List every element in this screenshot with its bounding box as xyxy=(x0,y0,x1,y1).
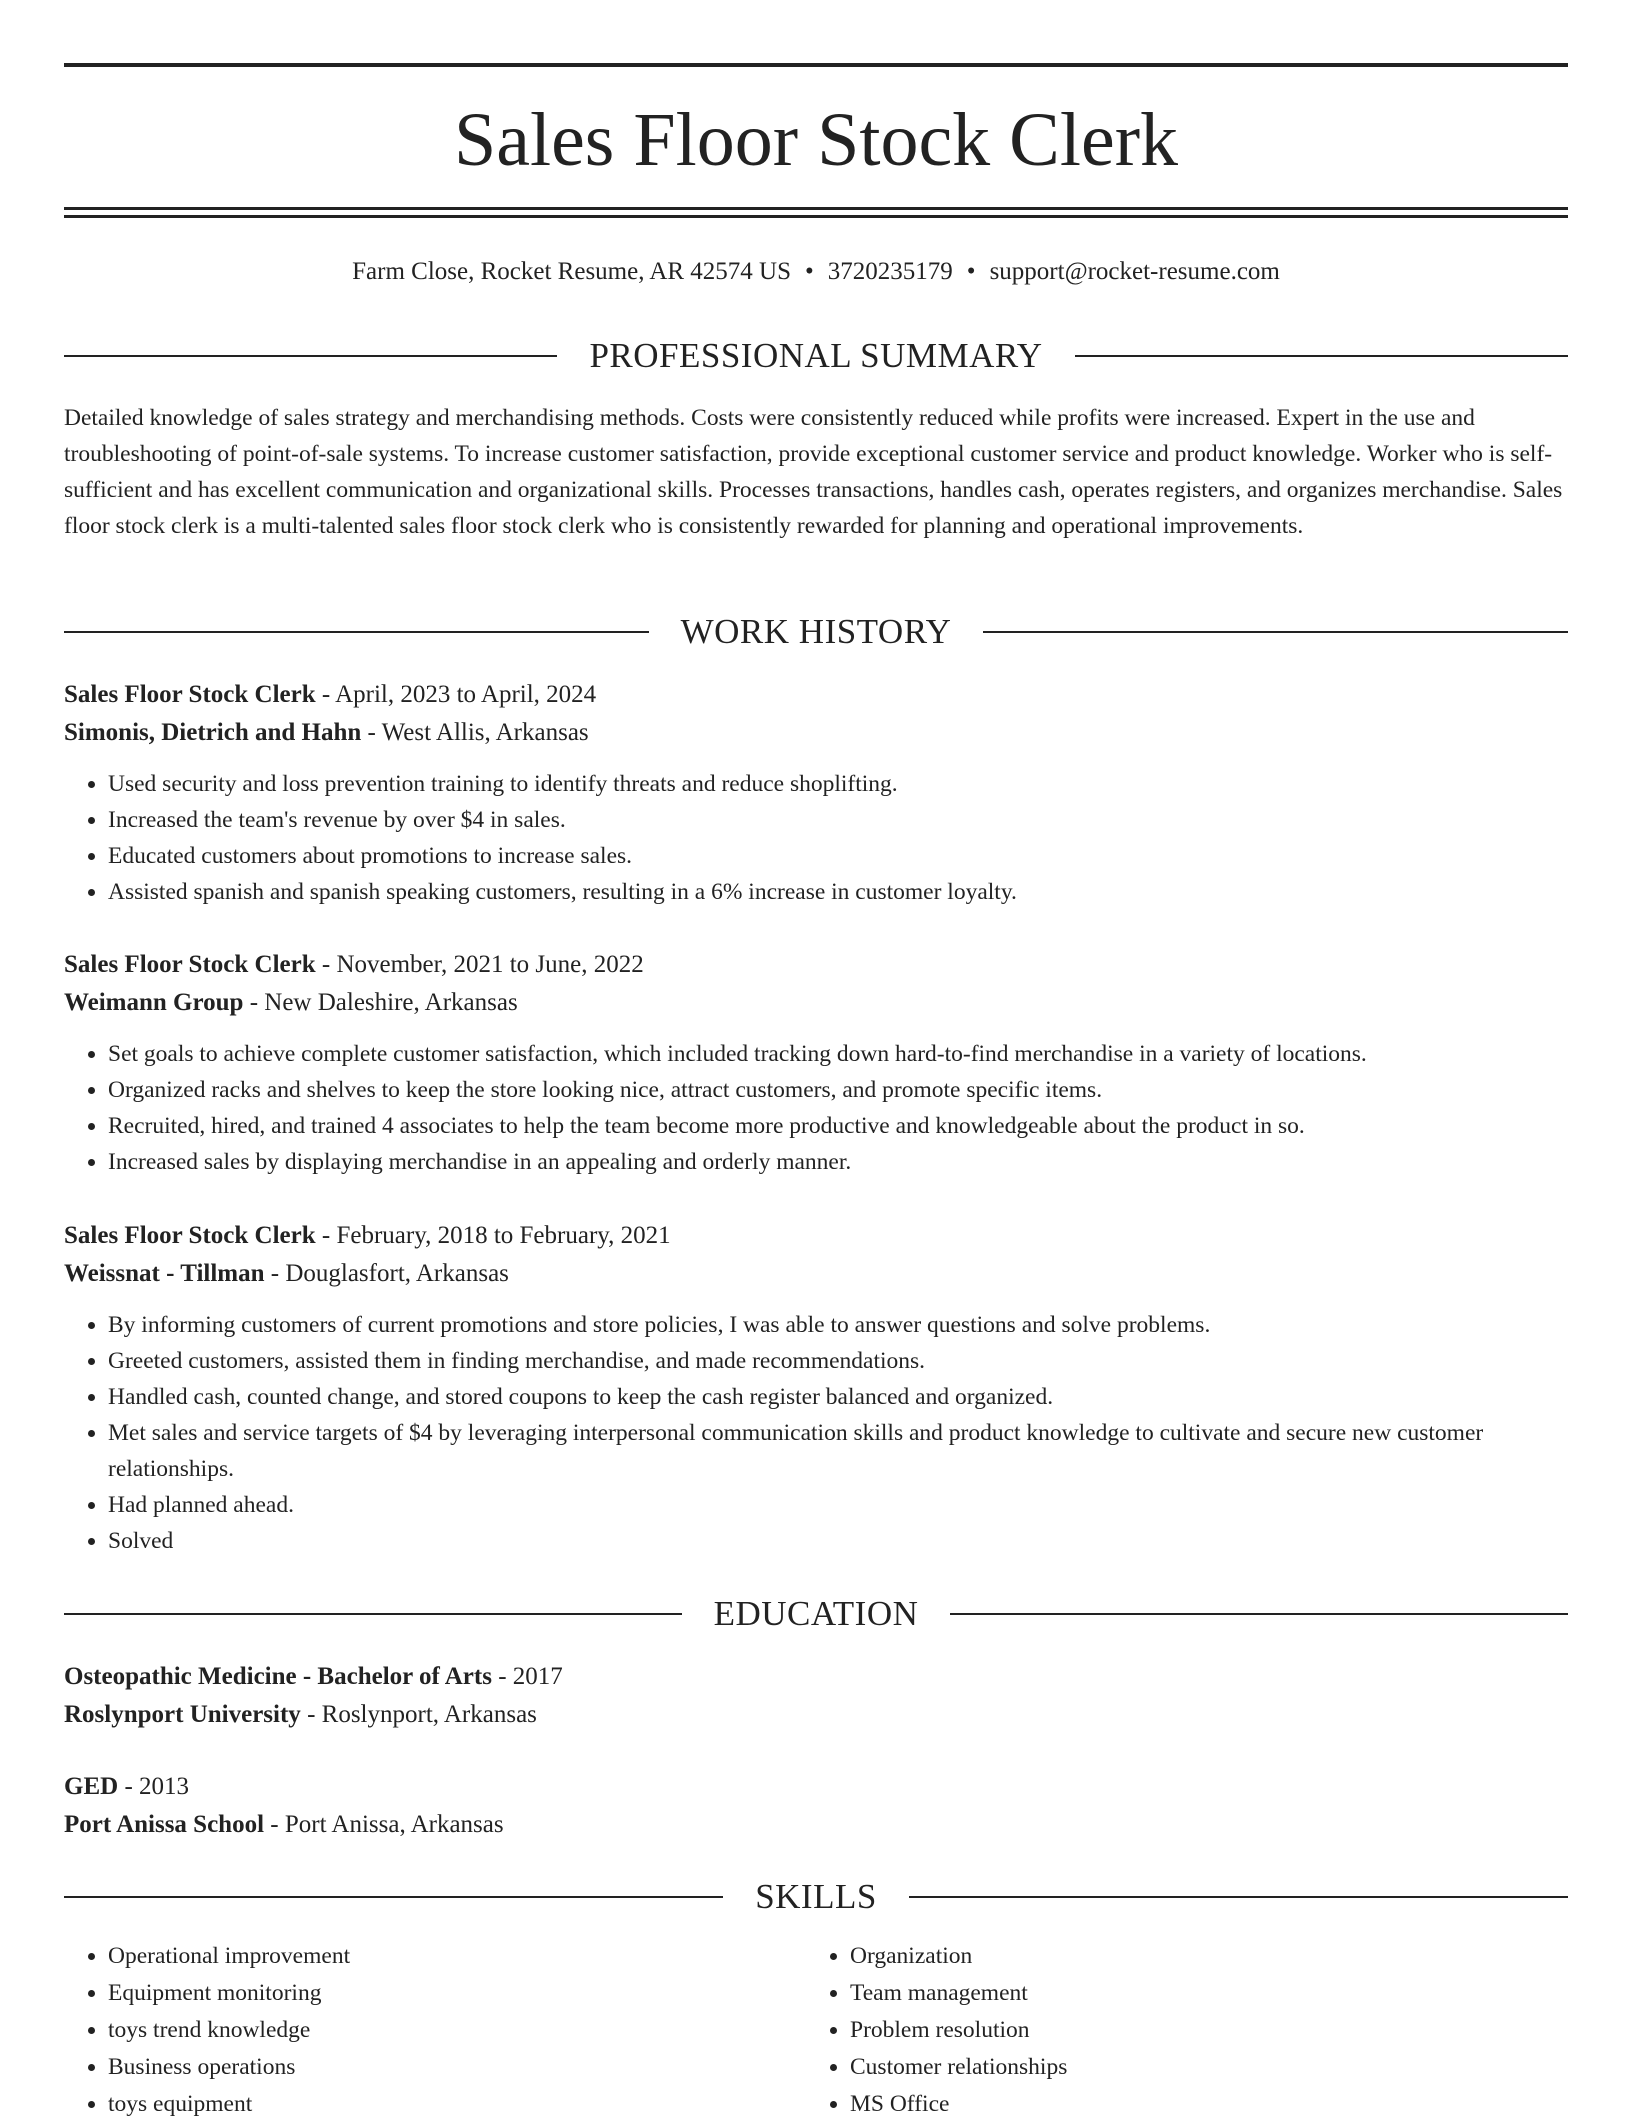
job-title: Sales Floor Stock Clerk xyxy=(64,681,316,708)
candidate-name: Sales Floor Stock Clerk xyxy=(453,98,1179,182)
list-item: • Operational improvement xyxy=(108,1938,806,1975)
list-item: • Educated customers about promotions to increase sales. xyxy=(108,838,1568,874)
list-item: • Set goals to achieve complete customer satisfaction, which included tracking down hard-to-find merchandise in a variety of locations. xyxy=(108,1036,1568,1072)
contact-address: Farm Close, Rocket Resume, AR 42574 US xyxy=(352,258,792,285)
list-item: • Used security and loss prevention training to identify threats and reduce shoplifting. xyxy=(108,766,1568,802)
list-item: • Increased sales by displaying merchandise in an appealing and orderly manner. xyxy=(108,1144,1568,1180)
list-item: • Handled cash, counted change, and stored coupons to keep the cash register balanced and organized. xyxy=(108,1379,1568,1415)
job-title-line xyxy=(64,676,1568,714)
double-rule xyxy=(64,207,1568,218)
education-heading xyxy=(64,1594,1568,1634)
list-item: • Problem resolution xyxy=(850,2012,1548,2049)
degree-line xyxy=(64,1768,1568,1806)
school-location: - Roslynport, Arkansas xyxy=(300,1701,537,1728)
contact-separator: • xyxy=(805,258,814,285)
contact-phone: 3720235179 xyxy=(827,258,953,285)
job-employer: Simonis, Dietrich and Hahn xyxy=(64,719,362,746)
job-title: Sales Floor Stock Clerk xyxy=(64,1222,316,1249)
top-rule xyxy=(64,63,1568,67)
school-location: - Port Anissa, Arkansas xyxy=(264,1811,504,1838)
list-item: • MS Office xyxy=(850,2086,1548,2123)
school-line xyxy=(64,1806,1568,1844)
school: Port Anissa School xyxy=(64,1811,265,1838)
heading-rule xyxy=(64,355,557,357)
list-item: • Assisted spanish and spanish speaking customers, resulting in a 6% increase in customer loyalty. xyxy=(108,874,1568,910)
list-item: • By informing customers of current promotions and store policies, I was able to answer questions and solve problems. xyxy=(108,1307,1568,1343)
list-item: • toys equipment xyxy=(108,2086,806,2123)
degree: GED xyxy=(64,1773,119,1800)
list-item: • Had planned ahead. xyxy=(108,1487,1568,1523)
list-item: • Met sales and service targets of $4 by leveraging interpersonal communication skills and product knowledge to cultivate and secure new customer relationships. xyxy=(108,1415,1568,1487)
job-title-line xyxy=(64,946,1568,984)
job-title-line xyxy=(64,1217,1568,1255)
job-location: - Douglasfort, Arkansas xyxy=(264,1260,509,1287)
list-item: • Equipment monitoring xyxy=(108,1975,806,2012)
heading-rule xyxy=(909,1896,1568,1898)
skills-column-left xyxy=(64,1938,806,2123)
job-entry xyxy=(64,1217,1568,1559)
list-item: • Greeted customers, assisted them in finding merchandise, and made recommendations. xyxy=(108,1343,1568,1379)
education-title: EDUCATION xyxy=(713,1594,919,1633)
summary-title: PROFESSIONAL SUMMARY xyxy=(589,336,1043,375)
list-item: • Solved xyxy=(108,1523,1568,1559)
heading-rule xyxy=(64,1613,682,1615)
degree: Osteopathic Medicine - Bachelor of Arts xyxy=(64,1663,492,1690)
job-bullets xyxy=(64,766,1568,910)
skills-heading xyxy=(64,1877,1568,1917)
job-employer-line xyxy=(64,714,1568,752)
summary-heading xyxy=(64,336,1568,376)
school: Roslynport University xyxy=(64,1701,301,1728)
heading-rule xyxy=(64,1896,723,1898)
job-entry xyxy=(64,946,1568,1180)
job-location: - New Daleshire, Arkansas xyxy=(243,989,518,1016)
work-heading xyxy=(64,612,1568,652)
job-title: Sales Floor Stock Clerk xyxy=(64,951,316,978)
work-title: WORK HISTORY xyxy=(680,612,952,651)
list-item: • Recruited, hired, and trained 4 associates to help the team become more productive and knowledgeable about the product in so. xyxy=(108,1108,1568,1144)
school-line xyxy=(64,1696,1568,1734)
degree-year: - 2017 xyxy=(491,1663,563,1690)
education-entry xyxy=(64,1658,1568,1734)
job-location: - West Allis, Arkansas xyxy=(361,719,589,746)
contact-email: support@rocket-resume.com xyxy=(989,258,1280,285)
job-employer: Weimann Group xyxy=(64,989,244,1016)
list-item: • toys trend knowledge xyxy=(108,2012,806,2049)
degree-year: - 2013 xyxy=(118,1773,190,1800)
heading-rule xyxy=(983,631,1568,633)
job-employer: Weissnat - Tillman xyxy=(64,1260,265,1287)
contact-line xyxy=(64,254,1568,290)
job-dates: - February, 2018 to February, 2021 xyxy=(315,1222,671,1249)
heading-rule xyxy=(1075,355,1568,357)
job-employer-line xyxy=(64,984,1568,1022)
list-item: • Increased the team's revenue by over $4 in sales. xyxy=(108,802,1568,838)
list-item: • Organized racks and shelves to keep the store looking nice, attract customers, and promote specific items. xyxy=(108,1072,1568,1108)
skills-column-right xyxy=(806,1938,1548,2123)
job-bullets xyxy=(64,1307,1568,1559)
list-item: • Customer relationships xyxy=(850,2049,1548,2086)
list-item: • Business operations xyxy=(108,2049,806,2086)
list-item: • Organization xyxy=(850,1938,1548,1975)
heading-rule xyxy=(64,631,649,633)
job-employer-line xyxy=(64,1255,1568,1293)
job-dates: - November, 2021 to June, 2022 xyxy=(315,951,644,978)
education-entry xyxy=(64,1768,1568,1844)
list-item: • Team management xyxy=(850,1975,1548,2012)
skills-title: SKILLS xyxy=(755,1877,877,1916)
job-bullets xyxy=(64,1036,1568,1180)
job-entry xyxy=(64,676,1568,910)
summary-text: Detailed knowledge of sales strategy and merchandising methods. Costs were consistently reduced while profits were increased. Expert in the use and troubleshooting of point-of-sale systems. To increase customer satisfaction, provide exceptional customer service and product knowledge. Worker who is self-sufficient and has excellent communication and organizational skills. Processes transactions, handles cash, operates registers, and organizes merchandise. Sales floor stock clerk is a multi-talented sales floor stock clerk who is consistently rewarded for planning and operational improvements. xyxy=(64,405,1563,539)
skills-list xyxy=(64,1938,1568,2123)
job-dates: - April, 2023 to April, 2024 xyxy=(315,681,597,708)
heading-rule xyxy=(950,1613,1568,1615)
degree-line xyxy=(64,1658,1568,1696)
contact-separator: • xyxy=(966,258,976,285)
